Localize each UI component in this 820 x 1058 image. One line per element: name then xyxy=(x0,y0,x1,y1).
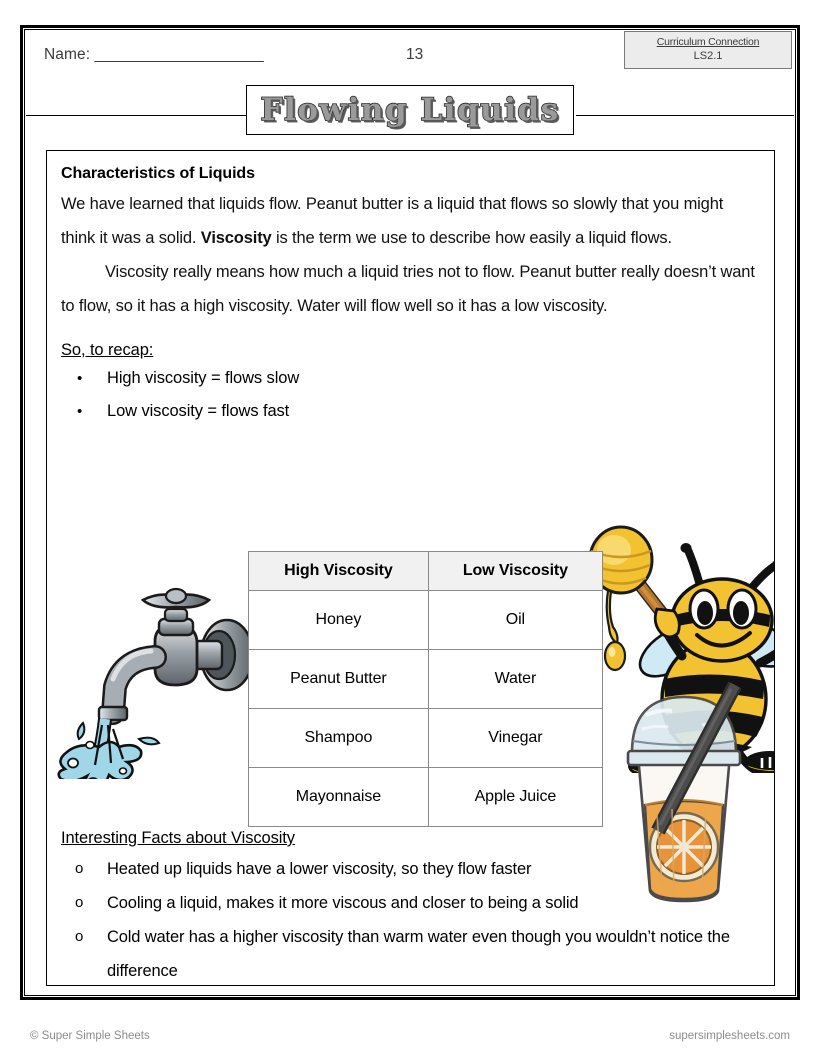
name-blank-line[interactable]: _____________________ xyxy=(94,46,264,63)
table-cell: Mayonnaise xyxy=(249,768,429,827)
column-header-high-viscosity: High Viscosity xyxy=(249,552,429,591)
faucet-water-splash-illustration xyxy=(51,579,266,779)
table-header xyxy=(249,552,603,591)
name-field-row xyxy=(44,46,263,64)
page-title: Flowing Liquids xyxy=(260,91,560,128)
name-label: Name: xyxy=(44,46,91,63)
lesson-content-box xyxy=(46,150,775,986)
list-item: o Cooling a liquid, makes it more viscous and closer to being a solid xyxy=(61,886,761,920)
list-item: o Cold water has a higher viscosity than warm water even though you wouldn’t notice the difference xyxy=(61,920,761,986)
table-row xyxy=(249,768,603,827)
orange-juice-cup-illustration xyxy=(602,679,767,909)
table-cell: Apple Juice xyxy=(428,768,602,827)
table-cell: Shampoo xyxy=(249,709,429,768)
viscosity-table xyxy=(248,551,603,827)
paragraph-one-part-one: We have learned that liquids flow. Peanut butter is a liquid that flows so slowly that you might think it was a solid. xyxy=(61,195,724,247)
recap-list xyxy=(61,362,758,428)
header-rule-left xyxy=(26,115,248,116)
curriculum-code: LS2.1 xyxy=(693,50,723,62)
paragraph-one xyxy=(61,187,758,255)
table-cell: Oil xyxy=(428,591,602,650)
table-cell: Peanut Butter xyxy=(249,650,429,709)
table-row xyxy=(249,650,603,709)
page-number: 13 xyxy=(406,46,424,63)
table-cell: Vinegar xyxy=(428,709,602,768)
table-body xyxy=(249,591,603,827)
paragraph-one-part-two: is the term we use to describe how easily a liquid flows. xyxy=(271,229,672,247)
section-heading: Characteristics of Liquids xyxy=(61,165,255,182)
curriculum-connection-box xyxy=(624,31,792,69)
list-item: o Heated up liquids have a lower viscosity, so they flow faster xyxy=(61,852,761,886)
footer-copyright: © Super Simple Sheets xyxy=(30,1030,150,1042)
table-row xyxy=(249,591,603,650)
table-row xyxy=(249,709,603,768)
list-item: • Low viscosity = flows fast xyxy=(61,395,758,428)
column-header-low-viscosity: Low Viscosity xyxy=(428,552,602,591)
recap-heading: So, to recap: xyxy=(61,341,154,359)
curriculum-connection-label: Curriculum Connection xyxy=(656,36,760,48)
table-cell: Honey xyxy=(249,591,429,650)
paragraph-two: Viscosity really means how much a liquid tries not to flow. Peanut butter really doesn’t want to flow, so it has a high viscosity. Water will flow well so it has a low viscosity. xyxy=(61,263,755,315)
viscosity-bold-term: Viscosity xyxy=(200,229,272,247)
facts-heading: Interesting Facts about Viscosity xyxy=(61,829,295,847)
list-item: • High viscosity = flows slow xyxy=(61,362,758,395)
worksheet-title-plate xyxy=(246,85,574,135)
footer-website[interactable]: supersimplesheets.com xyxy=(669,1030,790,1042)
table-cell: Water xyxy=(428,650,602,709)
spacer xyxy=(61,323,758,341)
table-header-row xyxy=(249,552,603,591)
page-footer xyxy=(0,1030,820,1054)
header-rule-right xyxy=(576,115,794,116)
